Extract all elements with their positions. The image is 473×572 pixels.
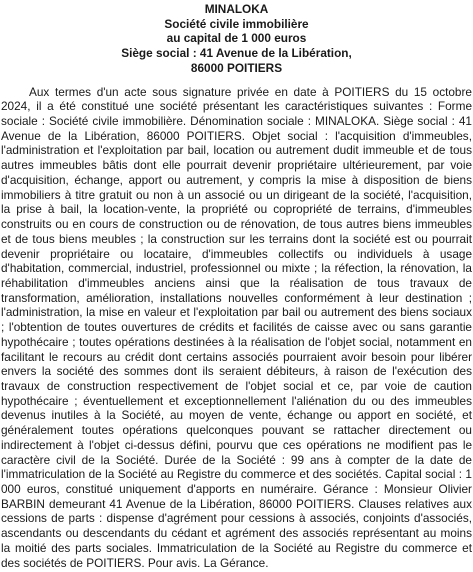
registered-city: 86000 POITIERS (190, 60, 283, 75)
company-form: Société civile immobilière (164, 16, 309, 31)
company-capital: au capital de 1 000 euros (166, 31, 307, 46)
notice-body: Aux termes d'un acte sous signature privée en date à POITIERS du 15 octobre 2024, il a été constitué une société présentant les caractéristiques suivantes : Forme sociale : Société civile immobilière. Dénomination sociale : MINALOKA. Siège social : 41 Avenue de la Libération, 86000 POITIERS. Objet social : l'acquisition d'immeubles, l'administration et l'exploitation par bail, location ou autrement dudit immeuble et de tous autres immeubles bâtis dont elle pourrait devenir propriétaire ultérieurement, par voie d'acquisition, échange, apport ou autrement, y compris la mise à disposition de biens immobiliers à titre gratuit ou non à un associé ou un dirigeant de la société, l'acquisition, la prise à bail, la location-vente, la propriété ou copropriété de terrains, d'immeubles construits ou en cours de construction ou de rénovation, de tous autres biens immeubles et de tous biens meubles ; la construction sur les terrains dont la société est ou pourrait devenir propriétaire ou locataire, d'immeubles collectifs ou individuels à usage d'habitation, commercial, industriel, professionnel ou mixte ; la réfection, la rénovation, la réhabilitation d'immeubles anciens ainsi que la réalisation de tous travaux de transformation, amélioration, installations nouvelles conformément à leur destination ; l'administration, la mise en valeur et l'exploitation par bail ou autrement des biens sociaux ; l'obtention de toutes ouvertures de crédits et facilités de caisse avec ou sans garantie hypothécaire ; toutes opérations destinées à la réalisation de l'objet social, notamment en facilitant le recours au crédit dont certains associés pourraient avoir besoin pour libérer envers la société des sommes dont ils seraient débiteurs, à raison de l'exécution des travaux de construction respectivement de l'objet social et ce, par voie de caution hypothécaire ; éventuellement et exceptionnellement l'aliénation du ou des immeubles devenus inutiles à la Société, au moyen de vente, échange ou apport en société, et généralement toutes opérations quelconques pouvant se rattacher directement ou indirectement à l'objet ci-dessus défini, pourvu que ces opérations ne modifient pas le caractère civil de la Société. Durée de la Société : 99 ans à compter de la date de l'immatriculation de la Société au Registre du commerce et des sociétés. Capital social : 1 000 euros, constitué uniquement d'apports en numéraire. Gérance : Monsieur Olivier BARBIN demeurant 41 Avenue de la Libération, 86000 POITIERS. Clauses relatives aux cessions de parts : dispense d'agrément pour cessions à associés, conjoints d'associés, ascendants ou descendants du cédant et agrément des associés représentant au moins la moitié des parts sociales. Immatriculation de la Société au Registre du commerce et des sociétés de POITIERS. Pour avis. La Gérance. (1, 84, 472, 570)
notice-header (1, 2, 472, 76)
company-name: MINALOKA (204, 2, 269, 16)
registered-office: Siège social : 41 Avenue de la Libération, (121, 46, 352, 61)
